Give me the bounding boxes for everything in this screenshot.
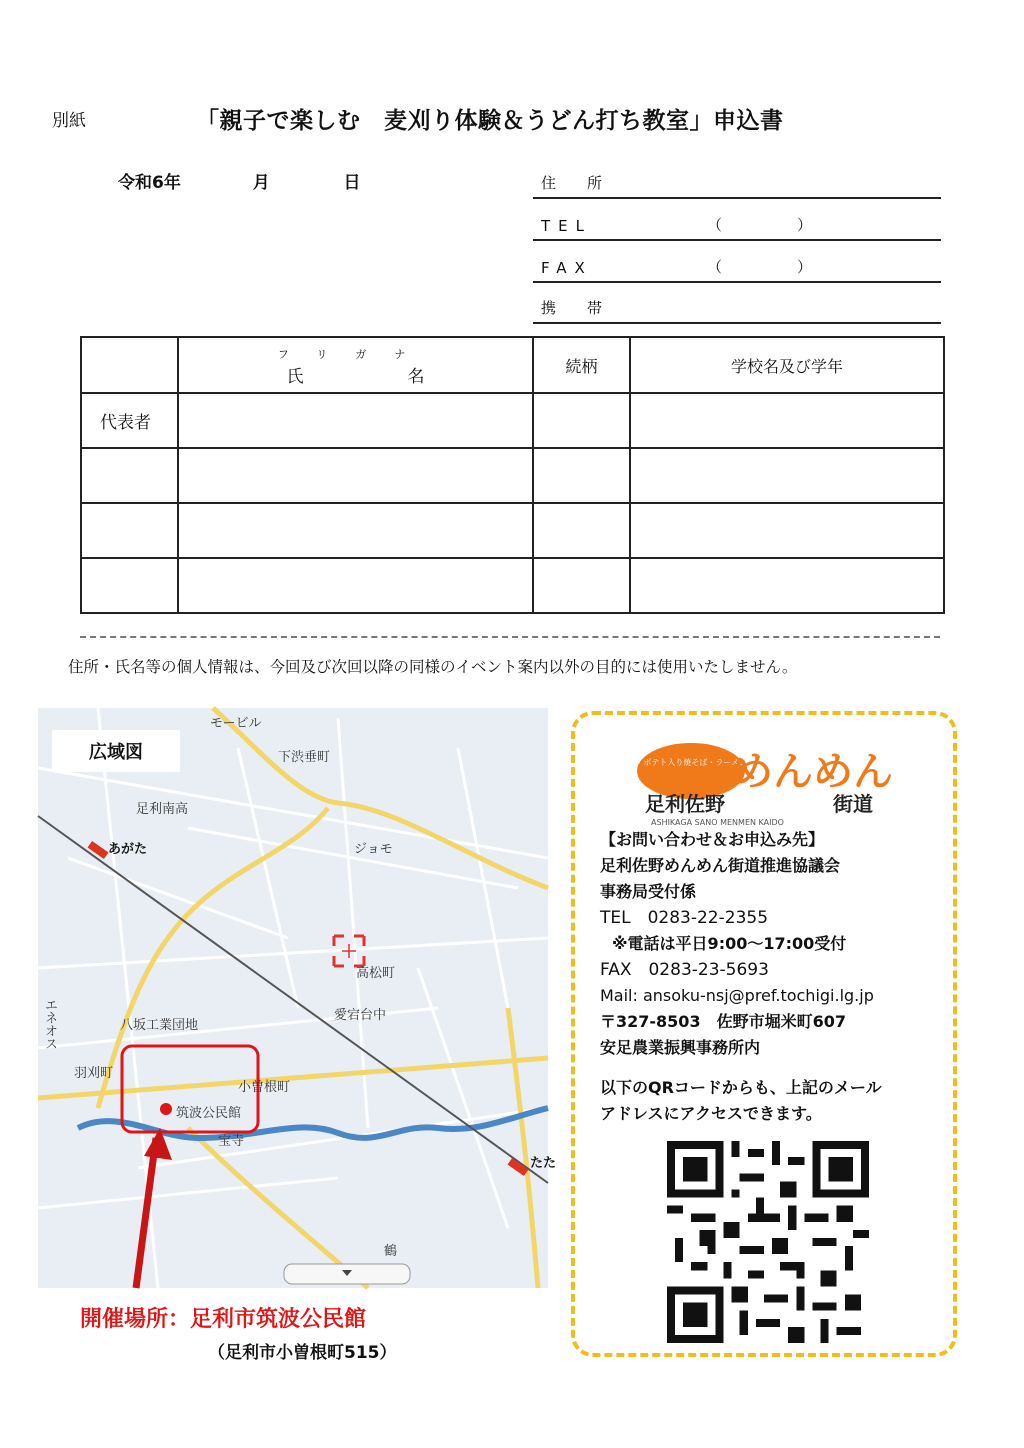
relation-input-cell[interactable]: [533, 558, 630, 613]
table-header-row: [81, 337, 944, 393]
school-input-cell[interactable]: [630, 503, 944, 558]
relation-header: 続柄: [533, 337, 630, 393]
map-label-jomo: ジョモ: [354, 842, 393, 857]
contact-mail[interactable]: Mail: ansoku-nsj@pref.tochigi.lg.jp: [600, 986, 874, 1005]
contact-dept: 事務局受付係: [600, 882, 697, 901]
mobile-field[interactable]: [533, 292, 941, 324]
header-blank-cell: [81, 337, 178, 393]
map-label-ashikaga-minami: 足利南高: [136, 802, 189, 817]
relation-input-cell[interactable]: [533, 503, 630, 558]
fax-paren: （ ）: [707, 258, 813, 276]
date-line: [118, 168, 361, 193]
map-label-tsukuba-hall: 筑波公民館: [176, 1106, 242, 1121]
contact-info-box: [571, 711, 957, 1357]
name-input-cell[interactable]: [178, 448, 533, 503]
map-label-shimoshibutarumachi: 下渋垂町: [278, 750, 331, 765]
map-label-tsuru: 鶴: [384, 1244, 398, 1259]
area-map: [38, 708, 557, 1288]
annex-label: 別紙: [52, 111, 86, 131]
contact-details: [600, 827, 882, 1127]
contact-heading: 【お問い合わせ＆お申込み先】: [600, 830, 825, 849]
qr-instruction-2: アドレスにアクセスできます。: [600, 1104, 822, 1123]
venue-dot: [160, 1103, 172, 1115]
name-header: [179, 362, 532, 387]
name-header-1: 氏: [286, 366, 304, 387]
tel-field[interactable]: [533, 209, 941, 241]
cut-line-divider: [80, 636, 940, 638]
contact-tel-note: ※電話は平日9:00～17:00受付: [612, 934, 847, 953]
name-input-cell[interactable]: [178, 558, 533, 613]
name-input-cell[interactable]: [178, 393, 533, 448]
name-input-cell[interactable]: [178, 503, 533, 558]
qr-code[interactable]: [667, 1141, 869, 1343]
school-input-cell[interactable]: [630, 558, 944, 613]
map-label-takamatsu: 高松町: [356, 966, 396, 981]
spacer: [600, 1061, 882, 1075]
qr-instruction-1: 以下のQRコードからも、上記のメール: [600, 1078, 882, 1097]
header-name-cell: [178, 337, 533, 393]
address-field[interactable]: [533, 167, 941, 199]
address-label: 住 所: [541, 174, 611, 192]
map-label-tata: たた: [530, 1156, 557, 1171]
date-era: 令和6年: [118, 173, 181, 193]
page-title: 「親子で楽しむ 麦刈り体験＆うどん打ち教室」申込書: [196, 108, 784, 134]
contact-org: 足利佐野めんめん街道推進協議会: [600, 856, 841, 875]
tel-label: TEL: [541, 217, 592, 235]
tel-paren: （ ）: [707, 216, 813, 234]
table-row: [81, 448, 944, 503]
map-label-hozoji: 宝寺: [218, 1134, 245, 1149]
privacy-notice: 住所・氏名等の個人情報は、今回及び次回以降の同様のイベント案内以外の目的には使用いたしません。: [68, 658, 798, 676]
row-label-cell: [81, 558, 178, 613]
table-row: [81, 558, 944, 613]
row-label-cell: [81, 503, 178, 558]
map-label-agata: あがた: [108, 842, 148, 857]
name-header-2: 名: [407, 366, 425, 387]
application-table: [80, 336, 945, 614]
furigana-label: フリガナ: [277, 347, 434, 361]
map-label-hassaka: 八坂工業団地: [120, 1018, 199, 1033]
logo-menmen: めんめん: [733, 749, 893, 795]
mobile-label: 携 帯: [541, 299, 611, 317]
map-drawing: [38, 708, 548, 1288]
fax-label: FAX: [541, 259, 593, 277]
contact-postal: 〒327-8503 佐野市堀米町607: [600, 1012, 846, 1031]
relation-input-cell[interactable]: [533, 448, 630, 503]
contact-office: 安足農業振興事務所内: [600, 1038, 761, 1057]
row-label-cell: [81, 448, 178, 503]
logo-bubble-text: そば・うどん・ポテト入り焼そば・ラーメン・いもフライ: [587, 758, 795, 767]
venue-label: 開催場所：足利市筑波公民館: [80, 1307, 367, 1332]
date-month: 月: [252, 173, 270, 193]
map-label-mobil: モービル: [210, 716, 262, 731]
representative-label: 代表者: [81, 393, 178, 448]
date-day: 日: [343, 173, 361, 193]
school-input-cell[interactable]: [630, 448, 944, 503]
relation-input-cell[interactable]: [533, 393, 630, 448]
map-label-enneos: エネオス: [42, 998, 57, 1050]
map-title: 広域図: [52, 730, 180, 772]
school-header: 学校名及び学年: [630, 337, 944, 393]
venue-address: （足利市小曽根町515）: [208, 1343, 397, 1363]
table-row: [81, 393, 944, 448]
map-label-atagodai: 愛宕台中: [334, 1008, 387, 1023]
map-label-hakari: 羽刈町: [74, 1066, 114, 1081]
menmen-kaido-logo: [587, 737, 893, 833]
school-input-cell[interactable]: [630, 393, 944, 448]
contact-tel[interactable]: TEL 0283-22-2355: [600, 908, 769, 928]
logo-prefix: 足利佐野: [645, 792, 725, 816]
table-row: [81, 503, 944, 558]
logo-suffix: 街道: [833, 792, 873, 816]
contact-fax: FAX 0283-23-5693: [600, 960, 769, 980]
map-label-kosone: 小曽根町: [238, 1080, 291, 1095]
fax-field[interactable]: [533, 251, 941, 283]
logo-romaji: ASHIKAGA SANO MENMEN KAIDO: [651, 818, 784, 827]
